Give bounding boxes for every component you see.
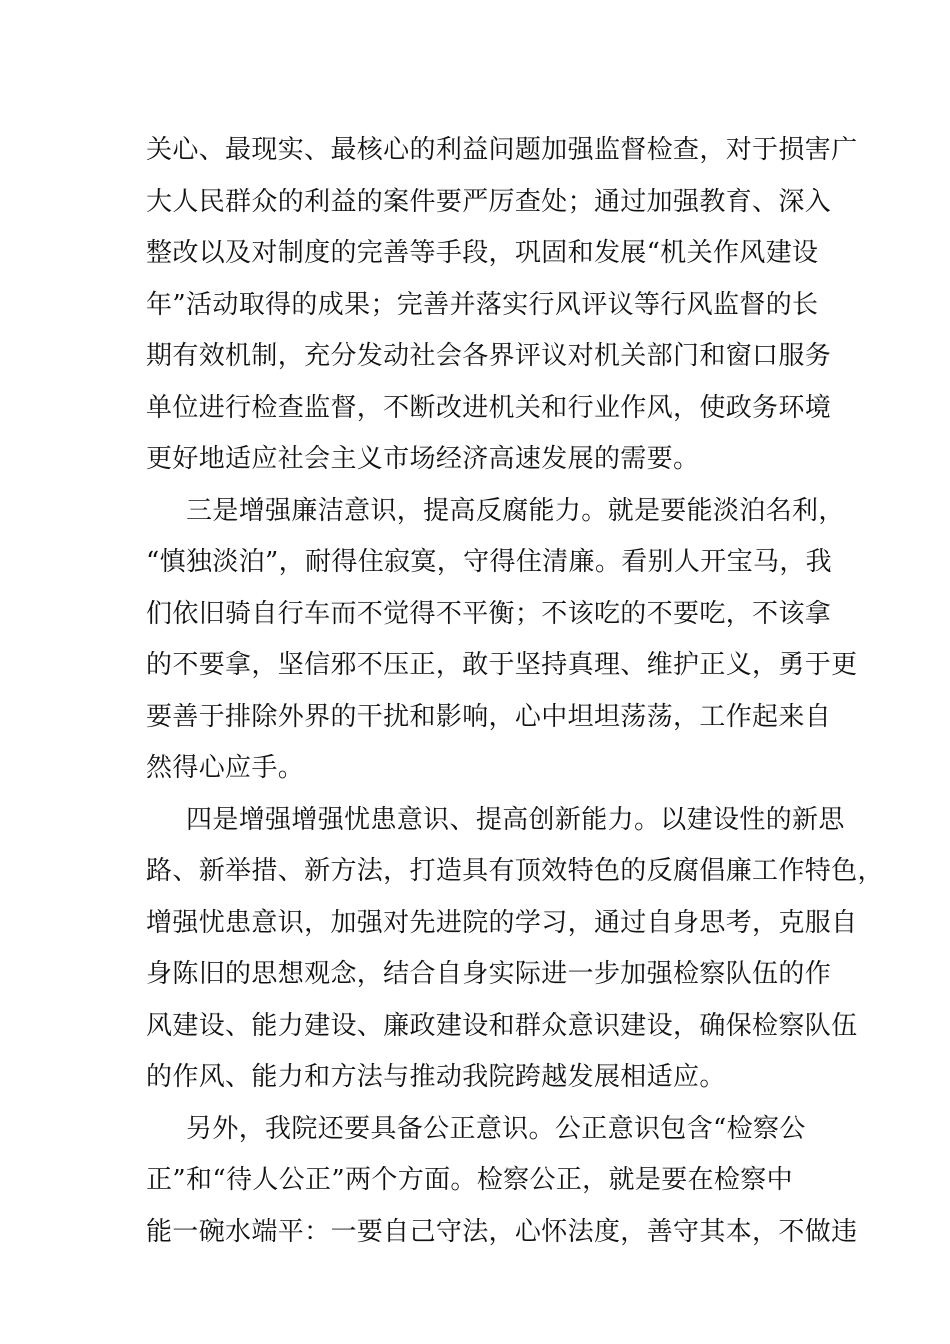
text-line: 要善于排除外界的干扰和影响，心中坦坦荡荡，工作起来自 [146, 701, 832, 732]
text-line: 增强忧患意识，加强对先进院的学习，通过自身思考，克服自 [146, 907, 858, 938]
text-line: 单位进行检查监督，不断改进机关和行业作风，使政务环境 [146, 392, 832, 423]
text-line: 大人民群众的利益的案件要严厉查处；通过加强教育、深入 [146, 186, 832, 217]
text-line: 三是增强廉洁意识，提高反腐能力。就是要能淡泊名利， [186, 495, 845, 526]
paragraph-2 [146, 486, 858, 795]
text-line: 年”活动取得的成果；完善并落实行风评议等行风监督的长 [146, 289, 819, 320]
paragraph-4 [146, 1104, 858, 1259]
paragraph-1 [146, 125, 858, 486]
document-body [146, 125, 884, 1258]
text-line: “慎独淡泊”，耐得住寂寞，守得住清廉。看别人开宝马，我 [146, 547, 833, 577]
text-line: 们依旧骑自行车而不觉得不平衡；不该吃的不要吃，不该拿 [146, 598, 832, 629]
text-line: 然得心应手。 [146, 753, 305, 783]
text-line: 风建设、能力建设、廉政建设和群众意识建设，确保检察队伍 [146, 1010, 858, 1041]
text-line: 整改以及对制度的完善等手段，巩固和发展“机关作风建设 [146, 238, 819, 268]
text-line: 关心、最现实、最核心的利益问题加强监督检查，对于损害广 [146, 135, 858, 165]
text-line: 正”和“待人公正”两个方面。检察公正，就是要在检察中 [146, 1165, 793, 1195]
text-line: 四是增强增强忧患意识、提高创新能力。以建设性的新思 [186, 804, 845, 835]
text-line: 路、新举措、新方法，打造具有顶效特色的反腐倡廉工作特色， [146, 856, 884, 886]
text-line: 能一碗水端平：一要自己守法，心怀法度，善守其本，不做违 [146, 1216, 858, 1247]
text-line: 期有效机制，充分发动社会各界评议对机关部门和窗口服务 [146, 341, 832, 371]
paragraph-3 [146, 795, 884, 1104]
text-line: 更好地适应社会主义市场经济高速发展的需要。 [146, 444, 700, 474]
text-line: 另外，我院还要具备公正意识。公正意识包含“检察公 [186, 1113, 806, 1144]
text-line: 的作风、能力和方法与推动我院跨越发展相适应。 [146, 1062, 726, 1092]
text-line: 的不要拿，坚信邪不压正，敢于坚持真理、维护正义，勇于更 [146, 650, 858, 680]
text-line: 身陈旧的思想观念，结合自身实际进一步加强检察队伍的作 [146, 959, 832, 989]
